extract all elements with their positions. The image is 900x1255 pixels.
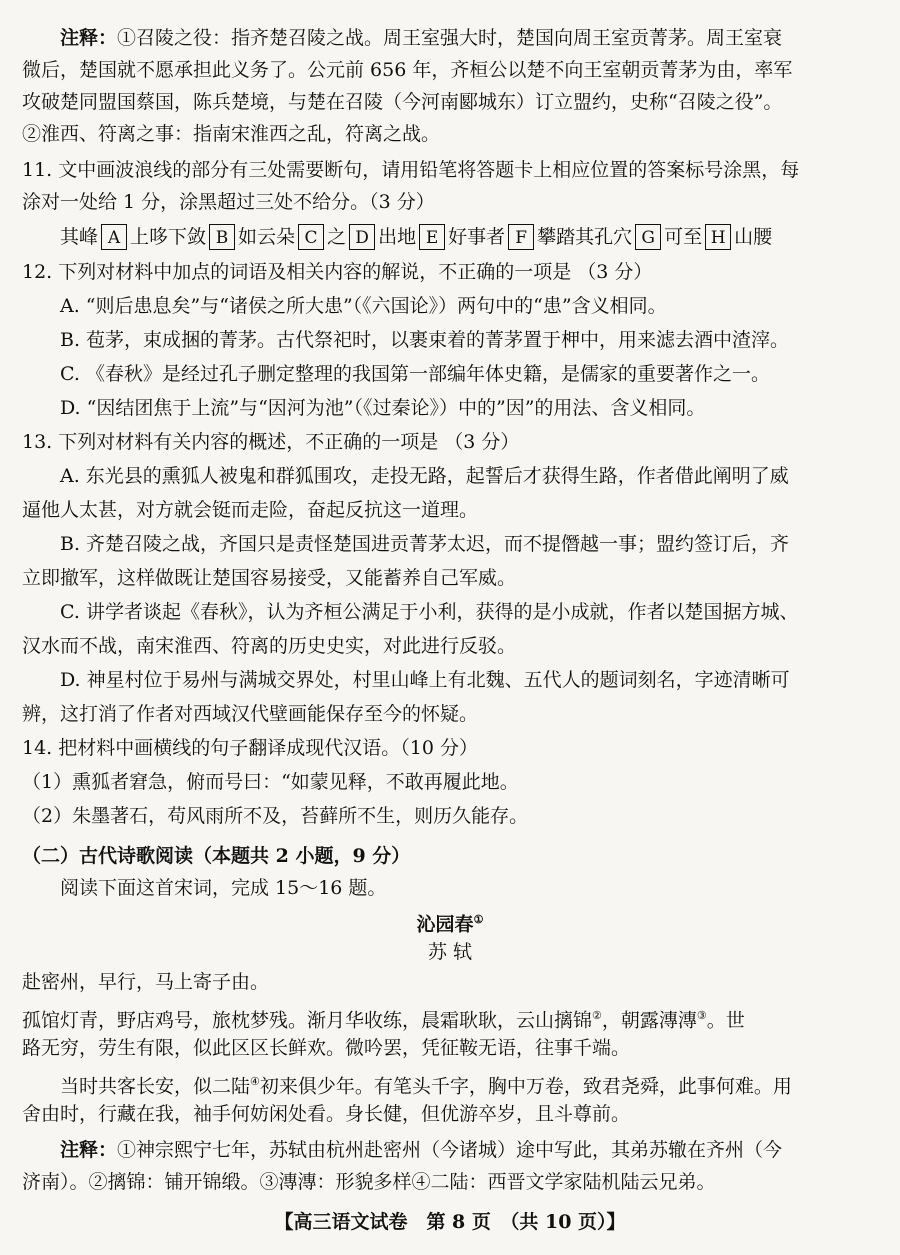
q14-stem: 14. 把材料中画横线的句子翻译成现代汉语。（10 分） bbox=[22, 737, 478, 759]
poem-author: 苏 轼 bbox=[427, 941, 473, 963]
option-box-f[interactable]: F bbox=[508, 224, 534, 250]
note-top-line-2: 微后，楚国就不愿承担此义务了。公元前 656 年，齐桓公以楚不向王室朝贡菁茅为由，率军 bbox=[22, 59, 793, 81]
q12-stem: 12. 下列对材料中加点的词语及相关内容的解说，不正确的一项是 （3 分） bbox=[22, 261, 653, 283]
q11-sentence-break-options: 其峰 A 上哆下敛 B 如云朵 C 之 D 出地 E 好事者 F 攀踏其孔穴 G 可至 H 山腰 bbox=[60, 226, 773, 248]
q13-option-d-line-2: 辨，这打消了作者对西域汉代壁画能保存至今的怀疑。 bbox=[22, 703, 479, 725]
q11-stem-line-2: 涂对一处给 1 分，涂黑超过三处不给分。（3 分） bbox=[22, 191, 435, 213]
poem-line-1: 孤馆灯青，野店鸡号，旅枕梦残。渐月华收练，晨霜耿耿，云山摛锦②，朝露漙漙③。世 bbox=[22, 1009, 745, 1032]
poem-title: 沁园春① bbox=[416, 913, 484, 936]
poem-line-2: 路无穷，劳生有限，似此区区长鲜欢。微吟罢，凭征鞍无语，往事千端。 bbox=[22, 1037, 631, 1059]
note-bottom-line-2: 济南）。②摛锦：铺开锦缎。③漙漙：形貌多样④二陆：西晋文学家陆机陆云兄弟。 bbox=[22, 1171, 716, 1193]
page-footer: 【高三语文试卷 第 8 页 （共 10 页）】 bbox=[274, 1211, 626, 1233]
option-box-d[interactable]: D bbox=[349, 224, 375, 250]
q14-sentence-2: （2）朱墨著石，苟风雨所不及，苔藓所不生，则历久能存。 bbox=[22, 805, 529, 827]
q13-option-c-line-2: 汉水而不战，南宋淮西、符离的历史史实，对此进行反驳。 bbox=[22, 635, 517, 657]
note-bottom-label: 注释： bbox=[60, 1139, 118, 1161]
q12-option-d: D. “因结团焦于上流”与“因河为池”（《过秦论》）中的”因”的用法、含义相同。 bbox=[60, 397, 706, 419]
q13-option-b-line-1: B. 齐楚召陵之战，齐国只是责怪楚国进贡菁茅太迟，而不提僭越一事；盟约签订后，齐 bbox=[60, 533, 790, 555]
option-box-e[interactable]: E bbox=[419, 224, 445, 250]
option-box-a[interactable]: A bbox=[101, 224, 127, 250]
note-top-label: 注释： bbox=[60, 27, 118, 49]
q12-option-a: A. “则后患息矣”与“诸侯之所大患”（《六国论》）两句中的“患”含义相同。 bbox=[60, 295, 667, 317]
option-box-b[interactable]: B bbox=[209, 224, 235, 250]
q13-option-a-line-1: A. 东光县的熏狐人被鬼和群狐围攻，走投无路，起誓后才获得生路，作者借此阐明了威 bbox=[60, 465, 789, 487]
q13-option-b-line-2: 立即撤军，这样做既让楚国容易接受，又能蓄养自己军威。 bbox=[22, 567, 517, 589]
q14-sentence-1: （1）熏狐者窘急，俯而号曰：“如蒙见释，不敢再履此地。 bbox=[22, 771, 519, 793]
option-box-c[interactable]: C bbox=[298, 224, 324, 250]
section-intro: 阅读下面这首宋词，完成 15～16 题。 bbox=[60, 877, 387, 899]
note-top-line-4: ②淮西、符离之事：指南宋淮西之乱，符离之战。 bbox=[22, 123, 441, 145]
q11-stem-line-1: 11. 文中画波浪线的部分有三处需要断句，请用铅笔将答题卡上相应位置的答案标号涂黑，每 bbox=[22, 159, 800, 181]
option-box-h[interactable]: H bbox=[705, 224, 731, 250]
option-box-g[interactable]: G bbox=[635, 224, 661, 250]
q12-option-b: B. 苞茅，束成捆的菁茅。古代祭祀时，以裹束着的菁茅置于柙中，用来滤去酒中渣滓。 bbox=[60, 329, 790, 351]
poem-preface: 赴密州，早行，马上寄子由。 bbox=[22, 971, 270, 993]
note-top-line-1: 注释：①召陵之役：指齐楚召陵之战。周王室强大时，楚国向周王室贡菁茅。周王室衰 bbox=[60, 27, 783, 49]
poem-line-3: 当时共客长安，似二陆④初来俱少年。有笔头千字，胸中万卷，致君尧舜，此事何难。用 bbox=[60, 1075, 792, 1098]
poem-line-4: 舍由时，行藏在我，袖手何妨闲处看。身长健，但优游卒岁，且斗尊前。 bbox=[22, 1103, 631, 1125]
q13-option-d-line-1: D. 神星村位于易州与满城交界处，村里山峰上有北魏、五代人的题词刻名，字迹清晰可 bbox=[60, 669, 790, 691]
q13-stem: 13. 下列对材料有关内容的概述，不正确的一项是 （3 分） bbox=[22, 431, 520, 453]
q13-option-c-line-1: C. 讲学者谈起《春秋》，认为齐桓公满足于小利，获得的是小成就，作者以楚国据方城、 bbox=[60, 601, 799, 623]
note-top-line-3: 攻破楚同盟国蔡国，陈兵楚境，与楚在召陵（今河南郾城东）订立盟约，史称“召陵之役”。 bbox=[22, 91, 783, 113]
q13-option-a-line-2: 逼他人太甚，对方就会铤而走险，奋起反抗这一道理。 bbox=[22, 499, 479, 521]
note-bottom-line-1: 注释：①神宗熙宁七年，苏轼由杭州赴密州（今诸城）途中写此，其弟苏辙在齐州（今 bbox=[60, 1139, 783, 1161]
q12-option-c: C. 《春秋》是经过孔子删定整理的我国第一部编年体史籍，是儒家的重要著作之一。 bbox=[60, 363, 770, 385]
section-heading: （二）古代诗歌阅读（本题共 2 小题，9 分） bbox=[22, 845, 411, 867]
